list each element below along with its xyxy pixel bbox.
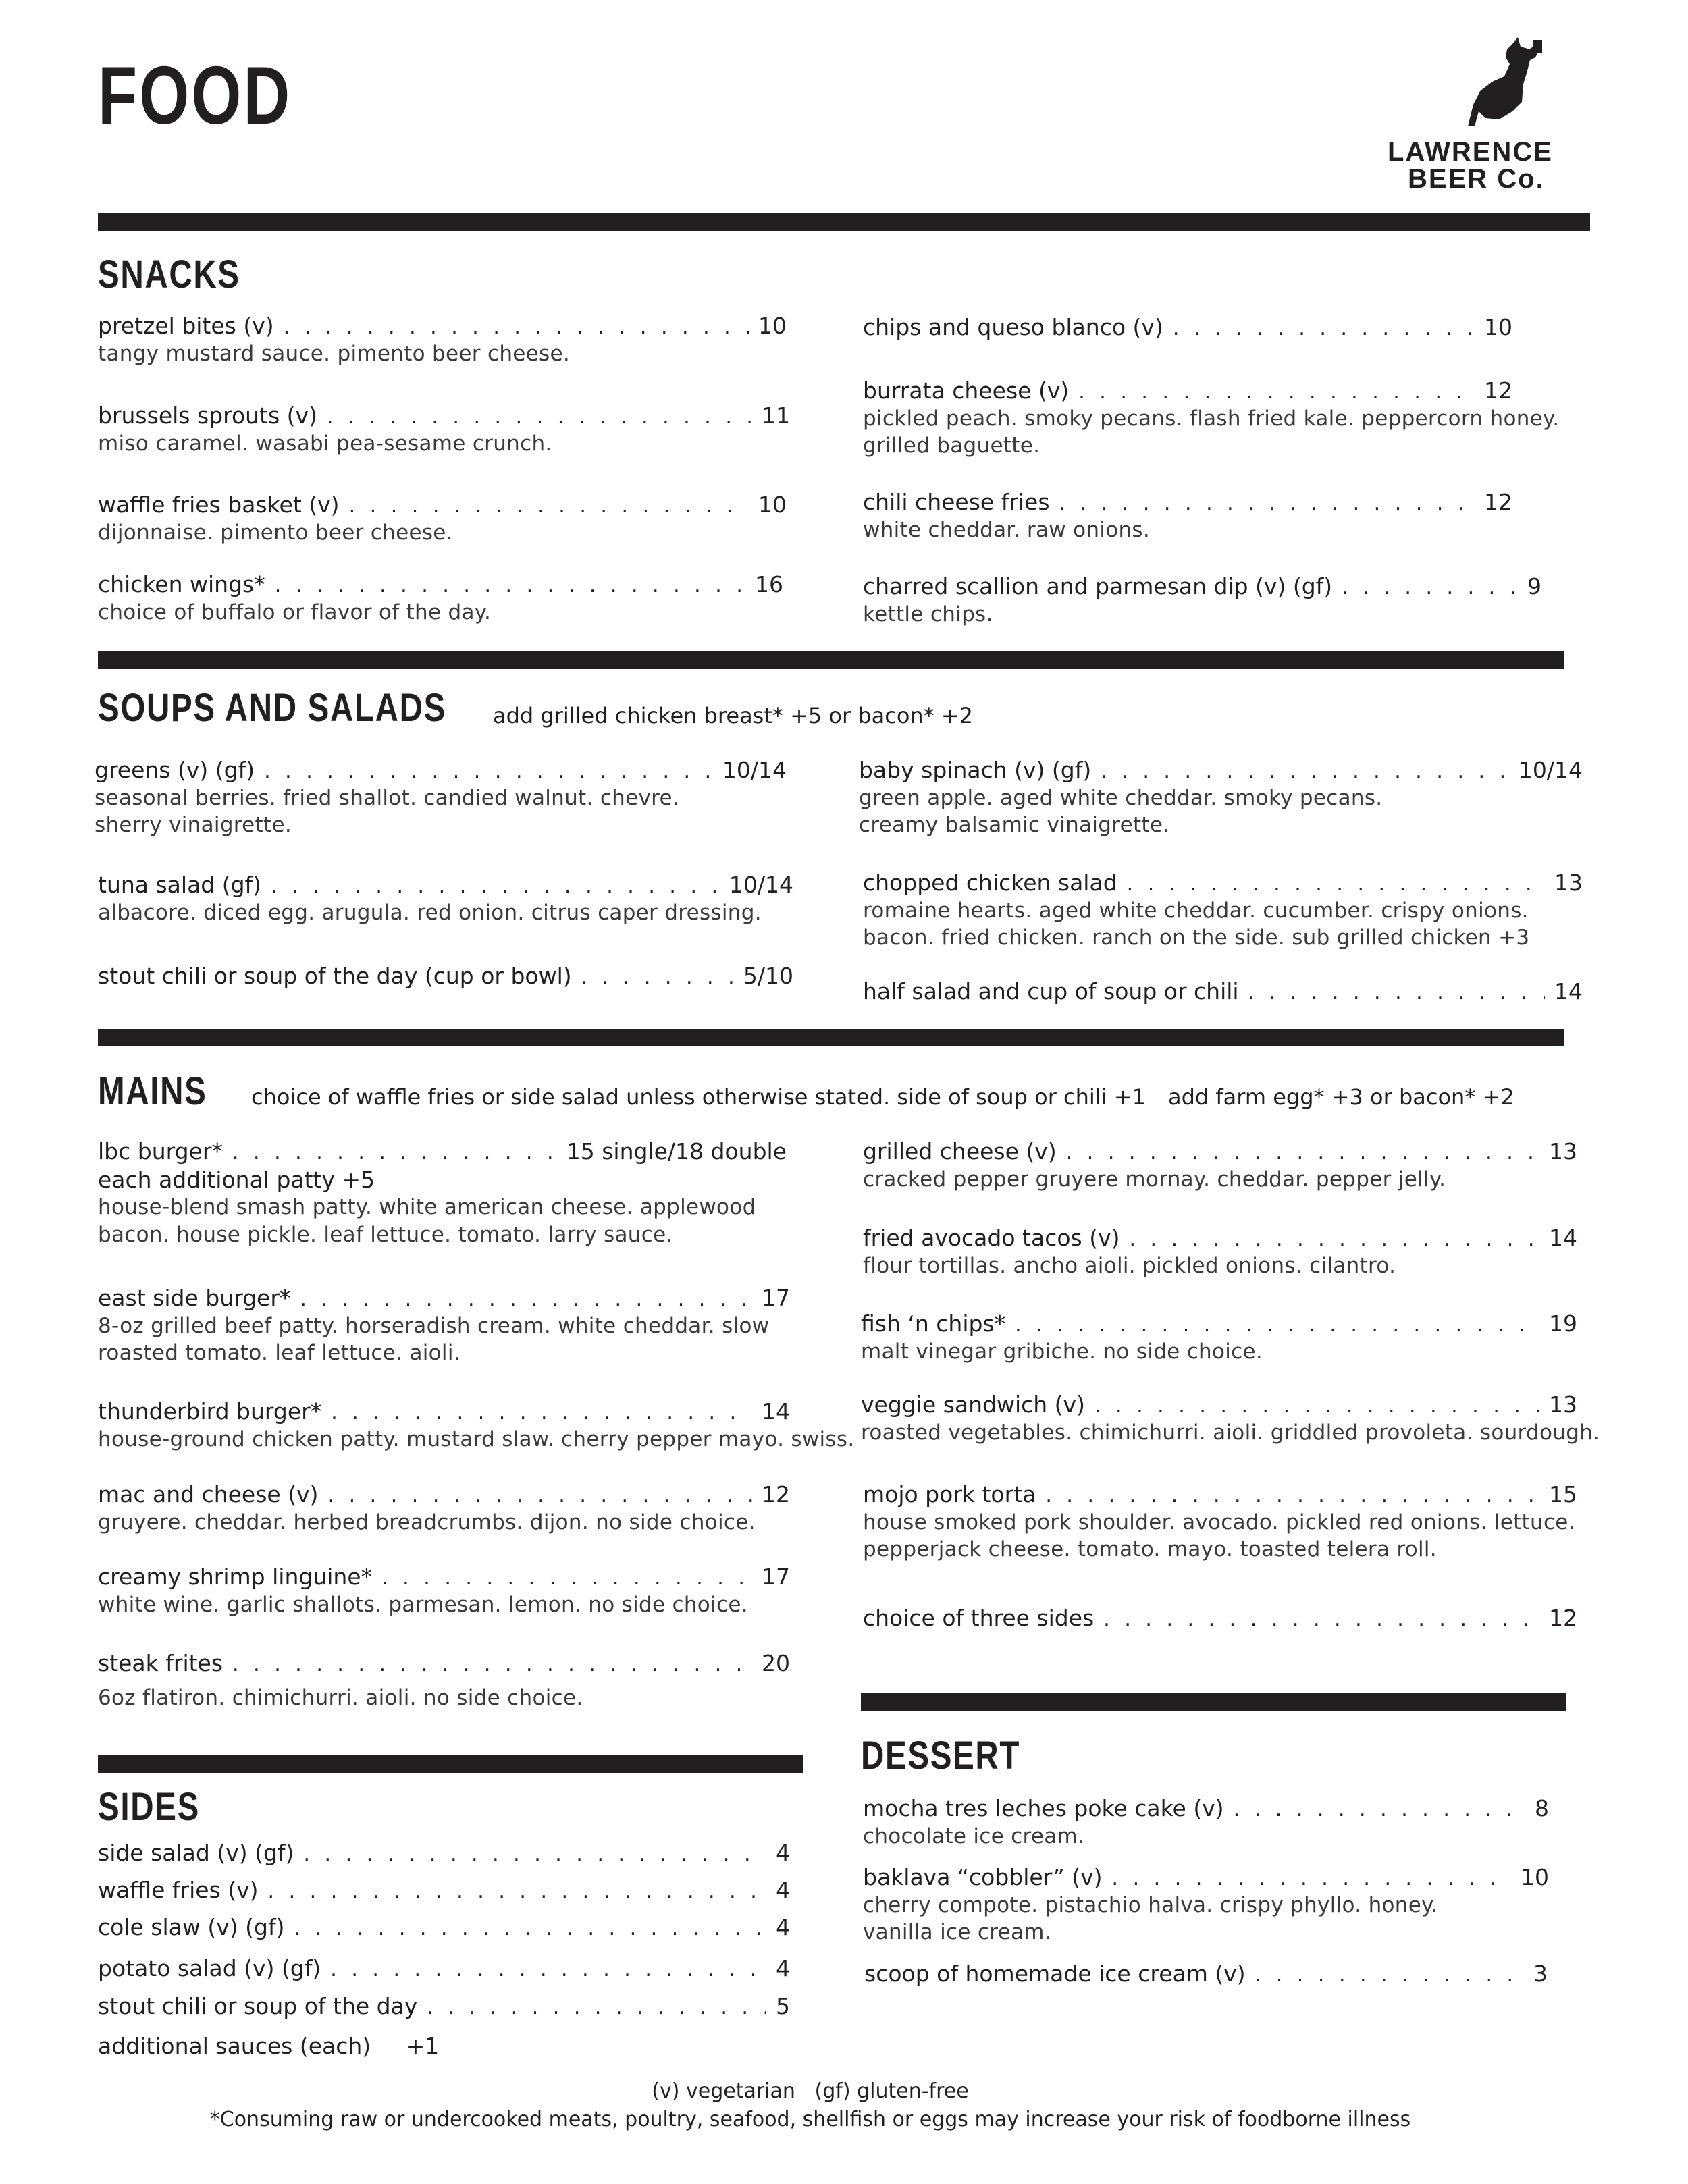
item-price: 14 xyxy=(1549,1225,1577,1251)
item-price: 15 xyxy=(1549,1481,1577,1508)
item-name: waffle fries basket (v) xyxy=(98,491,340,518)
menu-item xyxy=(863,488,1512,543)
item-name: chips and queso blanco (v) xyxy=(863,314,1163,340)
item-price: 4 xyxy=(776,1955,790,1981)
item-name: greens (v) (gf) xyxy=(95,757,255,783)
dietary-legend: (v) vegetarian (gf) gluten-free xyxy=(652,2079,969,2103)
menu-item xyxy=(863,1863,1549,1946)
menu-item xyxy=(98,312,787,367)
item-name: fried avocado tacos (v) xyxy=(863,1225,1120,1251)
menu-item xyxy=(98,402,790,457)
brand-logo xyxy=(1388,37,1590,192)
section-note: choice of waffle fries or side salad unless otherwise stated. side of soup or chili +1 xyxy=(251,1084,1146,1110)
menu-item xyxy=(98,491,787,546)
section-heading-dessert: DESSERT xyxy=(861,1734,1021,1778)
item-name: fish ‘n chips* xyxy=(861,1310,1006,1337)
item-name: waffle fries (v) xyxy=(98,1877,259,1903)
item-name: pretzel bites (v) xyxy=(98,313,274,339)
item-price: 13 xyxy=(1554,870,1583,896)
menu-item xyxy=(98,1481,790,1536)
section-divider xyxy=(98,651,1564,669)
item-price: 10/14 xyxy=(722,757,787,783)
item-price: 15 single/18 double xyxy=(566,1138,787,1165)
food-safety-warning: *Consuming raw or undercooked meats, poultry, seafood, shellfish or eggs may increase your risk of foodborne illness xyxy=(209,2108,1411,2131)
item-description: white cheddar. raw onions. xyxy=(863,517,1151,542)
item-description: 8-oz grilled beef patty. horseradish cream. white cheddar. slow xyxy=(98,1313,770,1338)
item-description: house smoked pork shoulder. avocado. pickled red onions. lettuce. xyxy=(863,1510,1575,1535)
item-name: creamy shrimp linguine* xyxy=(98,1564,373,1590)
item-price: 20 xyxy=(762,1650,790,1676)
item-name: potato salad (v) (gf) xyxy=(98,1955,321,1981)
item-price: 10 xyxy=(1521,1864,1549,1890)
menu-item xyxy=(863,1794,1549,1850)
item-description: roasted tomato. leaf lettuce. aioli. xyxy=(98,1341,460,1366)
item-description: green apple. aged white cheddar. smoky pecans. xyxy=(859,785,1383,810)
additional-sauces: additional sauces (each) +1 xyxy=(98,2033,440,2059)
item-price: 3 xyxy=(1533,1961,1548,1987)
item-description: house-ground chicken patty. mustard slaw. cherry pepper mayo. swiss. xyxy=(98,1427,855,1451)
menu-item xyxy=(98,1397,855,1453)
menu-item xyxy=(98,871,793,926)
item-description: 6oz flatiron. chimichurri. aioli. no side choice. xyxy=(98,1685,583,1710)
menu-item xyxy=(98,1563,790,1618)
item-price: 5/10 xyxy=(743,963,793,989)
item-name: mocha tres leches poke cake (v) xyxy=(863,1795,1224,1821)
item-name: east side burger* xyxy=(98,1285,291,1311)
item-description: flour tortillas. ancho aioli. pickled onions. cilantro. xyxy=(863,1253,1396,1278)
item-description: cherry compote. pistachio halva. crispy phyllo. honey. xyxy=(863,1892,1438,1917)
menu-item xyxy=(863,978,1583,1006)
item-price: 8 xyxy=(1535,1795,1549,1821)
item-price: 17 xyxy=(762,1285,790,1311)
item-name: baby spinach (v) (gf) xyxy=(859,757,1092,783)
item-price: 11 xyxy=(762,402,790,429)
item-name: veggie sandwich (v) xyxy=(861,1391,1085,1418)
item-name: baklava “cobbler” (v) xyxy=(863,1864,1103,1890)
item-name: chopped chicken salad xyxy=(863,870,1117,896)
menu-item xyxy=(98,1649,790,1711)
item-description: pickled peach. smoky pecans. flash fried kale. peppercorn honey. xyxy=(863,406,1560,431)
item-name: cole slaw (v) (gf) xyxy=(98,1914,285,1940)
item-price: 14 xyxy=(762,1398,790,1424)
item-price: 12 xyxy=(1484,377,1512,404)
menu-item xyxy=(98,1284,790,1367)
item-name: charred scallion and parmesan dip (v) (gf) xyxy=(863,573,1333,600)
item-name: choice of three sides xyxy=(863,1605,1094,1631)
section-note: add farm egg* +3 or bacon* +2 xyxy=(1168,1084,1514,1110)
menu-item xyxy=(863,377,1560,460)
menu-item xyxy=(863,572,1541,628)
item-price: 4 xyxy=(776,1840,790,1866)
menu-item xyxy=(863,869,1583,952)
menu-item xyxy=(861,1310,1577,1365)
item-description: gruyere. cheddar. herbed breadcrumbs. dijon. no side choice. xyxy=(98,1510,756,1535)
item-price: 17 xyxy=(762,1564,790,1590)
item-description: albacore. diced egg. arugula. red onion. citrus caper dressing. xyxy=(98,900,762,925)
item-price: 4 xyxy=(776,1877,790,1903)
item-description: pepperjack cheese. tomato. mayo. toasted telera roll. xyxy=(863,1537,1437,1562)
item-price: 10 xyxy=(758,491,787,518)
menu-item xyxy=(863,1224,1577,1279)
menu-item xyxy=(861,1391,1600,1446)
item-name: burrata cheese (v) xyxy=(863,377,1070,404)
logo-line-2: BEER Co. xyxy=(1408,164,1545,194)
item-name: grilled cheese (v) xyxy=(863,1138,1057,1165)
section-heading-soups-and-salads: SOUPS AND SALADS xyxy=(98,686,446,730)
section-divider xyxy=(98,1755,803,1773)
item-price: 16 xyxy=(755,571,783,597)
menu-item xyxy=(863,1138,1577,1193)
item-description: seasonal berries. fried shallot. candied walnut. chevre. xyxy=(95,785,680,810)
item-name: stout chili or soup of the day xyxy=(98,1993,418,2019)
item-description: dijonnaise. pimento beer cheese. xyxy=(98,520,453,545)
list-item xyxy=(98,1839,790,1867)
item-price: 10/14 xyxy=(1518,757,1583,783)
item-description: miso caramel. wasabi pea-sesame crunch. xyxy=(98,431,552,456)
section-heading-sides: SIDES xyxy=(98,1785,200,1829)
menu-item xyxy=(98,962,793,990)
item-name: side salad (v) (gf) xyxy=(98,1840,294,1866)
item-name: chili cheese fries xyxy=(863,489,1050,515)
dog-mascot-icon xyxy=(1465,37,1546,138)
item-price: 12 xyxy=(1549,1605,1577,1631)
item-price: 12 xyxy=(1484,489,1512,515)
section-divider xyxy=(861,1693,1566,1711)
item-price: 4 xyxy=(776,1914,790,1940)
item-name: chicken wings* xyxy=(98,571,265,597)
item-price: 10 xyxy=(758,313,787,339)
section-heading-mains: MAINS xyxy=(98,1069,207,1113)
page-title: FOOD xyxy=(98,49,292,141)
item-name: stout chili or soup of the day (cup or bowl) xyxy=(98,963,572,989)
item-name: lbc burger* xyxy=(98,1138,223,1165)
item-description: bacon. fried chicken. ranch on the side. sub grilled chicken +3 xyxy=(863,926,1530,951)
item-description: cracked pepper gruyere mornay. cheddar. pepper jelly. xyxy=(863,1167,1446,1192)
item-price: 10 xyxy=(1484,314,1512,340)
item-price: 14 xyxy=(1554,978,1583,1005)
item-price: 13 xyxy=(1549,1138,1577,1165)
item-name: mac and cheese (v) xyxy=(98,1481,319,1508)
item-name: scoop of homemade ice cream (v) xyxy=(864,1961,1246,1987)
item-description: choice of buffalo or flavor of the day. xyxy=(98,600,492,624)
item-description: house-blend smash patty. white american cheese. applewood xyxy=(98,1194,756,1219)
item-price: 5 xyxy=(776,1993,790,2019)
list-item xyxy=(98,1954,790,1983)
item-price: 12 xyxy=(762,1481,790,1508)
item-name: half salad and cup of soup or chili xyxy=(863,978,1239,1005)
item-description: grilled baguette. xyxy=(863,433,1040,458)
menu-item xyxy=(95,756,787,839)
list-item xyxy=(98,1876,790,1905)
item-description: kettle chips. xyxy=(863,602,993,627)
item-description: chocolate ice cream. xyxy=(863,1823,1085,1848)
menu-item xyxy=(863,313,1512,342)
menu-item xyxy=(863,1481,1577,1564)
header-divider xyxy=(98,213,1590,231)
item-description: creamy balsamic vinaigrette. xyxy=(859,813,1170,838)
section-note: add grilled chicken breast* +5 or bacon* +2 xyxy=(493,703,974,728)
item-description: bacon. house pickle. leaf lettuce. tomato. larry sauce. xyxy=(98,1222,673,1247)
item-name: steak frites xyxy=(98,1650,223,1676)
item-price: 13 xyxy=(1549,1391,1577,1418)
menu-item xyxy=(859,756,1583,839)
item-description: sherry vinaigrette. xyxy=(95,813,292,838)
list-item xyxy=(98,1913,790,1942)
item-extra: each additional patty +5 xyxy=(98,1166,375,1193)
section-divider xyxy=(98,1029,1564,1046)
item-name: mojo pork torta xyxy=(863,1481,1036,1508)
section-heading-snacks: SNACKS xyxy=(98,252,240,296)
item-name: brussels sprouts (v) xyxy=(98,402,317,429)
item-price: 9 xyxy=(1527,573,1541,600)
logo-line-1: LAWRENCE xyxy=(1388,137,1553,167)
item-description: malt vinegar gribiche. no side choice. xyxy=(861,1339,1263,1364)
menu-item xyxy=(863,1604,1577,1632)
item-name: thunderbird burger* xyxy=(98,1398,322,1424)
menu-item xyxy=(864,1960,1548,1988)
item-description: roasted vegetables. chimichurri. aioli. griddled provoleta. sourdough. xyxy=(861,1420,1600,1445)
list-item xyxy=(98,1992,790,2021)
item-description: vanilla ice cream. xyxy=(863,1920,1051,1945)
item-description: white wine. garlic shallots. parmesan. lemon. no side choice. xyxy=(98,1592,748,1617)
menu-item xyxy=(98,1138,787,1249)
item-description: romaine hearts. aged white cheddar. cucumber. crispy onions. xyxy=(863,898,1529,923)
item-price: 10/14 xyxy=(729,872,793,898)
item-price: 19 xyxy=(1549,1310,1577,1337)
item-name: tuna salad (gf) xyxy=(98,872,262,898)
menu-item xyxy=(98,570,783,626)
item-description: tangy mustard sauce. pimento beer cheese. xyxy=(98,341,570,366)
